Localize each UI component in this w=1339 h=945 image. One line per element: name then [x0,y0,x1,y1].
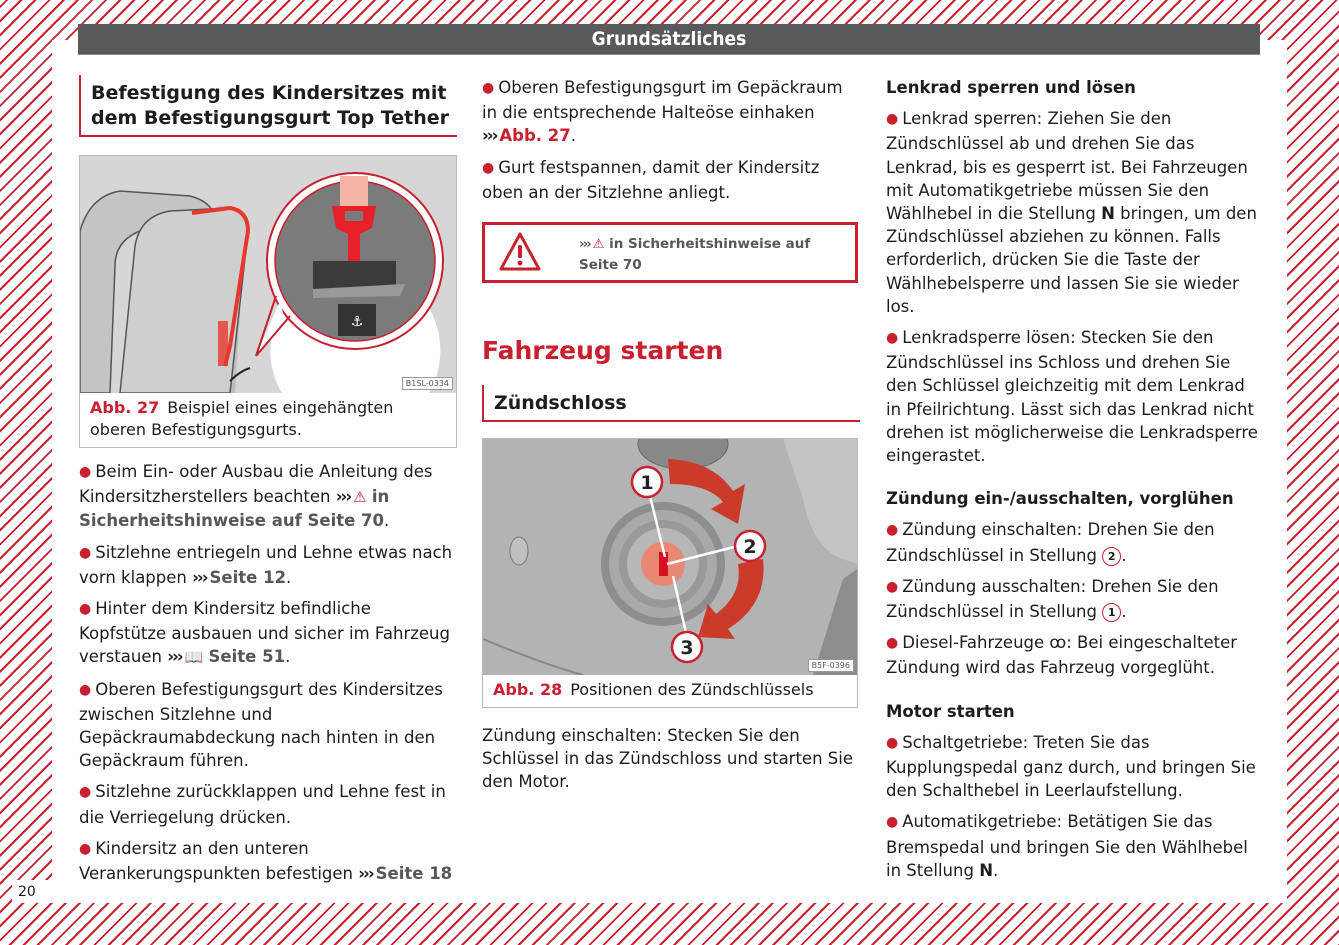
bullet-icon: ● [886,635,899,652]
chapter-title: Fahrzeug starten [482,336,724,366]
list-item: ● Diesel-Fahrzeuge ꝏ: Bei eingeschalteter Zündung wird das Fahrzeug vorgeglüht. [886,633,1238,678]
list-item: ● Oberen Befestigungsgurt des Kindersitzes zwischen Sitzlehne und Gepäckraumabdeckung nach hinten in den Gepäckraum führen. [79,679,443,771]
page-reference-link[interactable]: Seite 51 [208,647,286,667]
figure-code: B1SL-0334 [402,377,453,390]
list-item: ● Gurt festspannen, damit der Kindersitz oben an der Sitzlehne anliegt. [482,157,820,202]
figure-28-caption: Abb. 28 Positionen des Zündschlüssels [493,680,814,700]
book-search-icon: 📖 [184,648,204,667]
svg-text:3: 3 [680,637,694,660]
callout-2 [735,531,765,561]
svg-text:⚓: ⚓ [350,314,364,330]
column-1 [79,70,457,885]
figure-code: B5F-0396 [808,659,854,672]
bullet-icon: ● [79,464,92,480]
section-header-bar: Grundsätzliches [78,24,1260,55]
section-heading-zuendschloss: Zündschloss [482,385,860,422]
bullet-icon: ● [79,601,92,618]
callout-3 [672,632,702,662]
list-item: ● Lenkrad sperren: Ziehen Sie den Zündschlüssel ab und drehen Sie das Lenkrad, bis es gesperrt ist. Bei Fahrzeugen mit Automatikgetriebe müssen Sie den Wählhebel in die Stellung N bringen, um den Zündschlüssel abziehen zu können. Falls erforderlich, drücken Sie die Taste der Wählhebelsperre und lassen Sie sie wieder los. [886,109,1257,316]
warning-box [482,222,858,283]
paragraph-ignition: Zündung einschalten: Stecken Sie den Schlüssel in das Zündschloss und starten Sie den Motor. [482,726,853,792]
page-number: 20 [18,884,36,900]
list-item: ● Sitzlehne entriegeln und Lehne etwas nach vorn klappen ››› Seite 12. [79,542,453,587]
bullet-icon: ● [886,814,899,831]
bullet-icon: ● [79,840,92,857]
figure-27-image [80,156,456,393]
figure-27-caption: Abb. 27 Beispiel eines eingehängten oberen Befestigungsgurts. [90,398,394,439]
page-reference-link[interactable]: Seite 12 [209,567,287,587]
subheading-ignition: Zündung ein-/ausschalten, vorglühen [886,489,1234,509]
list-item: ● Sitzlehne zurückklappen und Lehne fest in die Verriegelung drücken. [79,782,446,827]
list-item: ● Automatikgetriebe: Betätigen Sie das Bremspedal und bringen Sie den Wählhebel in Stellung N. [886,812,1248,880]
position-2-badge: 2 [1102,547,1121,566]
callout-1 [632,467,662,497]
bullet-icon: ● [886,734,899,751]
figure-28-image [483,439,857,675]
warning-triangle-icon: ⚠ [592,237,605,253]
bullet-icon: ● [79,784,92,801]
figure-label: Abb. 28 [493,680,563,700]
subheading-steering-lock: Lenkrad sperren und lösen [886,78,1136,97]
column-2 [482,70,860,794]
figure-reference-link[interactable]: Abb. 27 [499,126,571,146]
svg-text:1: 1 [640,472,654,495]
subheading-start-engine: Motor starten [886,701,1015,721]
bullet-icon: ● [886,522,899,539]
bullet-icon: ● [482,80,495,96]
bullet-icon: ● [482,159,495,176]
figure-label: Abb. 27 [90,398,160,417]
list-item: ● Beim Ein- oder Ausbau die Anleitung des Kindersitzherstellers beachten ››› ⚠ in Sicherheitshinweise auf Seite 70. [79,462,433,531]
column-3 [886,70,1264,882]
bullet-icon: ● [886,578,899,595]
position-1-badge: 1 [1102,603,1121,622]
child-seat-tether-illustration [80,156,456,393]
list-item: ● Oberen Befestigungsgurt im Gepäckraum in die entsprechende Halteöse einhaken ››› Abb. 27. [482,78,843,146]
bullet-icon: ● [886,111,899,128]
list-item: ● Lenkradsperre lösen: Stecken Sie den Zündschlüssel ins Schloss und drehen Sie den Schlüssel gleichzeitig mit dem Lenkrad in Pfeilrichtung. Lässt sich das Lenkrad nicht drehen ist möglicherweise die Lenkradsperre eingerastet. [886,328,1258,466]
page-reference-link[interactable]: Seite 18 [375,864,453,884]
svg-text:2: 2 [743,536,757,559]
page-reference-link[interactable]: in Sicherheitshinweise auf Seite 70 [79,487,390,531]
warning-triangle-icon [498,231,542,273]
warning-triangle-icon: ⚠ [353,488,367,507]
list-item: ● Zündung einschalten: Drehen Sie den Zündschlüssel in Stellung 2 . [886,520,1215,565]
list-item: ● Hinter dem Kindersitz befindliche Kopfstütze ausbauen und sicher im Fahrzeug verstauen ››› 📖 Seite 51. [79,599,450,667]
list-item: ● Zündung ausschalten: Drehen Sie den Zündschlüssel in Stellung 1 . [886,576,1219,622]
list-item: ● Kindersitz an den unteren Verankerungspunkten befestigen ››› Seite 18 [79,838,453,884]
bullet-icon: ● [886,330,899,347]
figure-28 [482,438,858,708]
ignition-lock-illustration [483,439,857,675]
list-item: ● Schaltgetriebe: Treten Sie das Kupplungspedal ganz durch, und bringen Sie den Schalthebel in Leerlaufstellung. [886,732,1256,801]
warning-reference[interactable]: ››› ⚠ in Sicherheitshinweise auf Seite 70 [579,236,811,274]
bullet-icon: ● [79,681,92,698]
section-heading-top-tether: Befestigung des Kindersitzes mit dem Befestigungsgurt Top Tether [79,75,457,137]
figure-27 [79,155,457,448]
bullet-icon: ● [79,544,92,561]
glow-plug-icon: ꝏ [1049,633,1067,653]
